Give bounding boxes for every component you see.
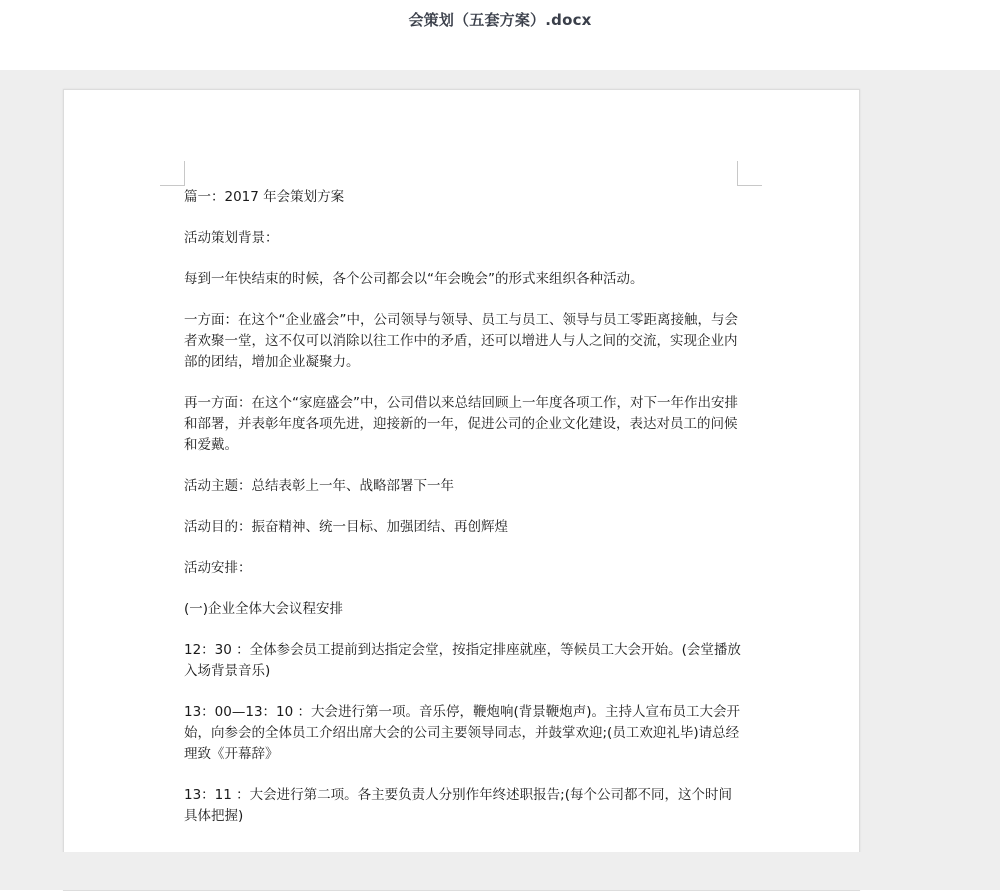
paragraph: 12：30 ：全体参会员工提前到达指定会堂，按指定排座就座，等候员工大会开始。(会堂播放入场背景音乐) — [184, 642, 741, 679]
paragraph: 活动策划背景： — [184, 230, 279, 246]
margin-corner-top-left — [160, 161, 185, 186]
paragraph: 再一方面：在这个“家庭盛会”中，公司借以来总结回顾上一年度各项工作，对下一年作出安排和部署，并表彰年度各项先进，迎接新的一年，促进公司的企业文化建设，表达对员工的问候和爱戴。 — [184, 395, 738, 453]
paragraph: 活动目的：振奋精神、统一目标、加强团结、再创辉煌 — [184, 519, 508, 535]
paragraph: 13：00—13：10 ：大会进行第一项。音乐停，鞭炮响(背景鞭炮声)。主持人宣布员工大会开始，向参会的全体员工介绍出席大会的公司主要领导同志，并鼓掌欢迎;(员工欢迎礼毕)请总经理致《开幕辞》 — [184, 704, 741, 762]
document-page — [63, 89, 860, 891]
paragraph: 13：11 ：大会进行第二项。各主要负责人分别作年终述职报告;(每个公司都不同，这个时间具体把握) — [184, 787, 732, 824]
page-content — [184, 187, 744, 847]
margin-corner-top-right — [737, 161, 762, 186]
paragraph: (一)企业全体大会议程安排 — [184, 601, 344, 617]
paragraph: 活动安排： — [184, 560, 252, 576]
document-title: 会策划（五套方案）.docx — [408, 11, 592, 29]
paragraph: 活动主题：总结表彰上一年、战略部署下一年 — [184, 478, 454, 494]
paragraph: 一方面：在这个“企业盛会”中，公司领导与领导、员工与员工、领导与员工零距离接触，与会者欢聚一堂，这不仅可以消除以往工作中的矛盾，还可以增进人与人之间的交流，实现企业内部的团结，增加企业凝聚力。 — [184, 312, 738, 370]
paragraph-heading: 篇一：2017 年会策划方案 — [184, 189, 345, 205]
document-viewer[interactable] — [0, 70, 1000, 890]
bottom-strip — [0, 852, 1000, 890]
title-bar — [0, 0, 1000, 70]
paragraph: 每到一年快结束的时候，各个公司都会以“年会晚会”的形式来组织各种活动。 — [184, 271, 644, 287]
